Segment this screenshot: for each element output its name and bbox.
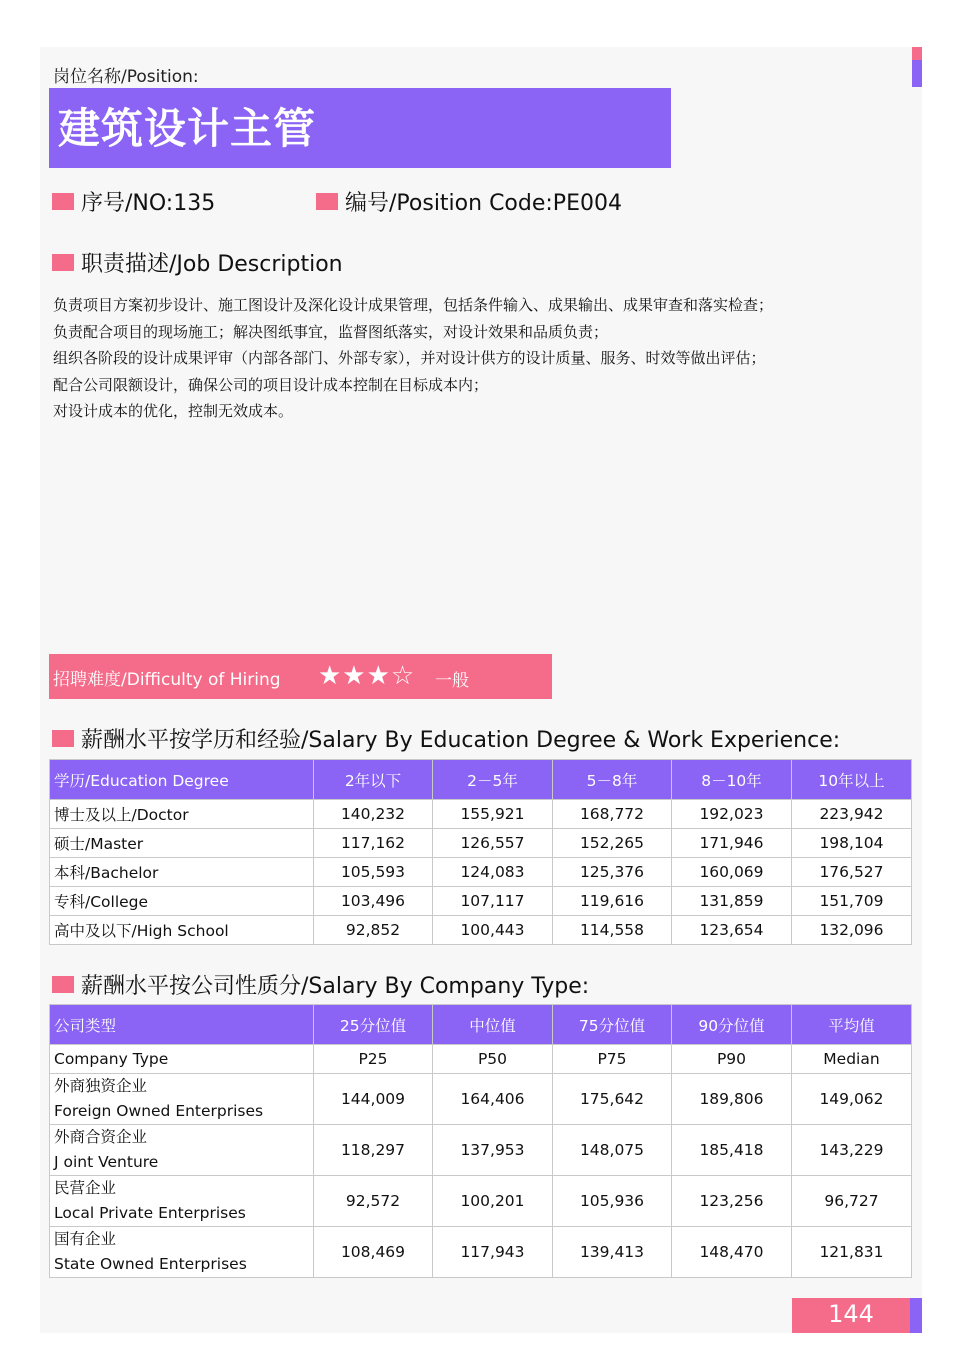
table-cell: 107,117 — [433, 887, 553, 916]
table-row — [50, 916, 912, 945]
column-header: 公司类型 — [50, 1005, 314, 1045]
table-cell: Company Type — [50, 1045, 314, 1074]
bullet-square — [52, 193, 74, 210]
column-header: 学历/Education Degree — [50, 760, 314, 800]
table-row — [50, 1074, 912, 1125]
bullet-square — [52, 976, 74, 993]
table-cell: 185,418 — [672, 1125, 792, 1176]
table-row — [50, 1227, 912, 1278]
table-cell: 117,943 — [433, 1227, 553, 1278]
table-cell: 121,831 — [792, 1227, 912, 1278]
table-cell: 100,201 — [433, 1176, 553, 1227]
page-number: 144 — [828, 1300, 874, 1328]
job-description-heading-text: 职责描述/Job Description — [81, 252, 343, 277]
table-cell: 189,806 — [672, 1074, 792, 1125]
job-description-line: 负责项目方案初步设计、施工图设计及深化设计成果管理，包括条件输入、成果输出、成果审查和落实检查； — [53, 296, 774, 314]
hiring-difficulty-label: 招聘难度/Difficulty of Hiring — [53, 670, 281, 690]
table-cell: 140,232 — [314, 800, 433, 829]
table-header-row — [50, 1005, 912, 1045]
column-header: 平均值 — [792, 1005, 912, 1045]
table-row — [50, 1176, 912, 1227]
table-cell: 160,069 — [672, 858, 792, 887]
company-type-cn: 民营企业 — [54, 1179, 117, 1197]
table-cell: 137,953 — [433, 1125, 553, 1176]
job-description-heading — [52, 247, 343, 278]
column-header: 25分位值 — [314, 1005, 433, 1045]
table-cell: 149,062 — [792, 1074, 912, 1125]
table-cell: 117,162 — [314, 829, 433, 858]
table-cell: 119,616 — [553, 887, 672, 916]
salary-company-heading-text: 薪酬水平按公司性质分/Salary By Company Type: — [81, 974, 590, 999]
table-header-row — [50, 760, 912, 800]
table-row — [50, 1125, 912, 1176]
table-cell: 139,413 — [553, 1227, 672, 1278]
position-label: 岗位名称/Position: — [53, 67, 199, 87]
table-cell: 硕士/Master — [50, 829, 314, 858]
table-cell: 105,593 — [314, 858, 433, 887]
column-header: 中位值 — [433, 1005, 553, 1045]
table-cell: 125,376 — [553, 858, 672, 887]
position-title: 建筑设计主管 — [58, 104, 317, 153]
bullet-square — [52, 730, 74, 747]
column-header: 2年以下 — [314, 760, 433, 800]
table-cell: 博士及以上/Doctor — [50, 800, 314, 829]
job-description-line: 组织各阶段的设计成果评审（内部各部门、外部专家），并对设计供方的设计质量、服务、时效等做出评估； — [53, 349, 766, 367]
corner-accent — [912, 47, 922, 87]
table-cell: 105,936 — [553, 1176, 672, 1227]
table-cell: 124,083 — [433, 858, 553, 887]
table-cell: P75 — [553, 1045, 672, 1074]
table-cell: 专科/College — [50, 887, 314, 916]
table-cell: 144,009 — [314, 1074, 433, 1125]
table-cell: 本科/Bachelor — [50, 858, 314, 887]
table-cell: 114,558 — [553, 916, 672, 945]
company-type-en: Foreign Owned Enterprises — [54, 1102, 264, 1120]
company-type-en: State Owned Enterprises — [54, 1255, 247, 1273]
company-type-cell — [50, 1227, 314, 1278]
position-code — [316, 186, 622, 217]
table-cell: 108,469 — [314, 1227, 433, 1278]
table-cell: 148,470 — [672, 1227, 792, 1278]
column-header: 90分位值 — [672, 1005, 792, 1045]
table-cell: 223,942 — [792, 800, 912, 829]
salary-company-table — [49, 1004, 912, 1278]
table-cell: Median — [792, 1045, 912, 1074]
table-cell: 164,406 — [433, 1074, 553, 1125]
company-type-cell — [50, 1074, 314, 1125]
job-description-line: 负责配合项目的现场施工；解决图纸事宜，监督图纸落实，对设计效果和品质负责； — [53, 322, 609, 341]
table-cell: 143,229 — [792, 1125, 912, 1176]
table-cell: 123,654 — [672, 916, 792, 945]
column-header: 8－10年 — [672, 760, 792, 800]
table-row — [50, 800, 912, 829]
salary-education-table — [49, 759, 912, 945]
company-type-en: Local Private Enterprises — [54, 1204, 246, 1222]
column-header: 2－5年 — [433, 760, 553, 800]
table-cell: 高中及以下/High School — [50, 916, 314, 945]
table-subheader-row — [50, 1045, 912, 1074]
serial-number-text: 序号/NO:135 — [81, 191, 216, 216]
bullet-square — [316, 193, 338, 210]
company-type-cell — [50, 1125, 314, 1176]
company-type-cn: 外商合资企业 — [54, 1128, 148, 1146]
table-cell: 168,772 — [553, 800, 672, 829]
table-row — [50, 887, 912, 916]
table-cell: 103,496 — [314, 887, 433, 916]
bullet-square — [52, 254, 74, 271]
table-cell: 155,921 — [433, 800, 553, 829]
company-type-cn: 国有企业 — [54, 1230, 117, 1248]
table-cell: P50 — [433, 1045, 553, 1074]
job-description-line: 配合公司限额设计，确保公司的项目设计成本控制在目标成本内； — [53, 375, 489, 394]
table-cell: 118,297 — [314, 1125, 433, 1176]
column-header: 10年以上 — [792, 760, 912, 800]
company-type-cell — [50, 1176, 314, 1227]
table-cell: 132,096 — [792, 916, 912, 945]
table-cell: 96,727 — [792, 1176, 912, 1227]
position-code-text: 编号/Position Code:PE004 — [345, 191, 622, 216]
table-cell: 92,852 — [314, 916, 433, 945]
column-header: 5－8年 — [553, 760, 672, 800]
job-description-line: 对设计成本的优化，控制无效成本。 — [53, 402, 294, 420]
job-description-body — [53, 292, 773, 425]
company-type-en: J oint Venture — [54, 1153, 159, 1171]
table-cell: P90 — [672, 1045, 792, 1074]
table-cell: 152,265 — [553, 829, 672, 858]
table-cell: P25 — [314, 1045, 433, 1074]
table-cell: 151,709 — [792, 887, 912, 916]
serial-number — [52, 186, 215, 217]
page-number-accent — [910, 1298, 922, 1333]
table-cell: 126,557 — [433, 829, 553, 858]
table-row — [50, 829, 912, 858]
table-cell: 175,642 — [553, 1074, 672, 1125]
table-row — [50, 858, 912, 887]
table-cell: 100,443 — [433, 916, 553, 945]
column-header: 75分位值 — [553, 1005, 672, 1045]
table-cell: 92,572 — [314, 1176, 433, 1227]
company-type-cn: 外商独资企业 — [54, 1077, 148, 1095]
table-cell: 148,075 — [553, 1125, 672, 1176]
salary-company-heading — [52, 969, 589, 1000]
hiring-difficulty-level: 一般 — [435, 671, 469, 691]
table-cell: 131,859 — [672, 887, 792, 916]
table-cell: 192,023 — [672, 800, 792, 829]
table-cell: 171,946 — [672, 829, 792, 858]
table-cell: 198,104 — [792, 829, 912, 858]
salary-education-heading — [52, 723, 840, 754]
salary-education-heading-text: 薪酬水平按学历和经验/Salary By Education Degree & Work Experience: — [81, 728, 841, 753]
star-rating-icon: ★★★☆ — [318, 661, 416, 691]
table-cell: 176,527 — [792, 858, 912, 887]
table-cell: 123,256 — [672, 1176, 792, 1227]
